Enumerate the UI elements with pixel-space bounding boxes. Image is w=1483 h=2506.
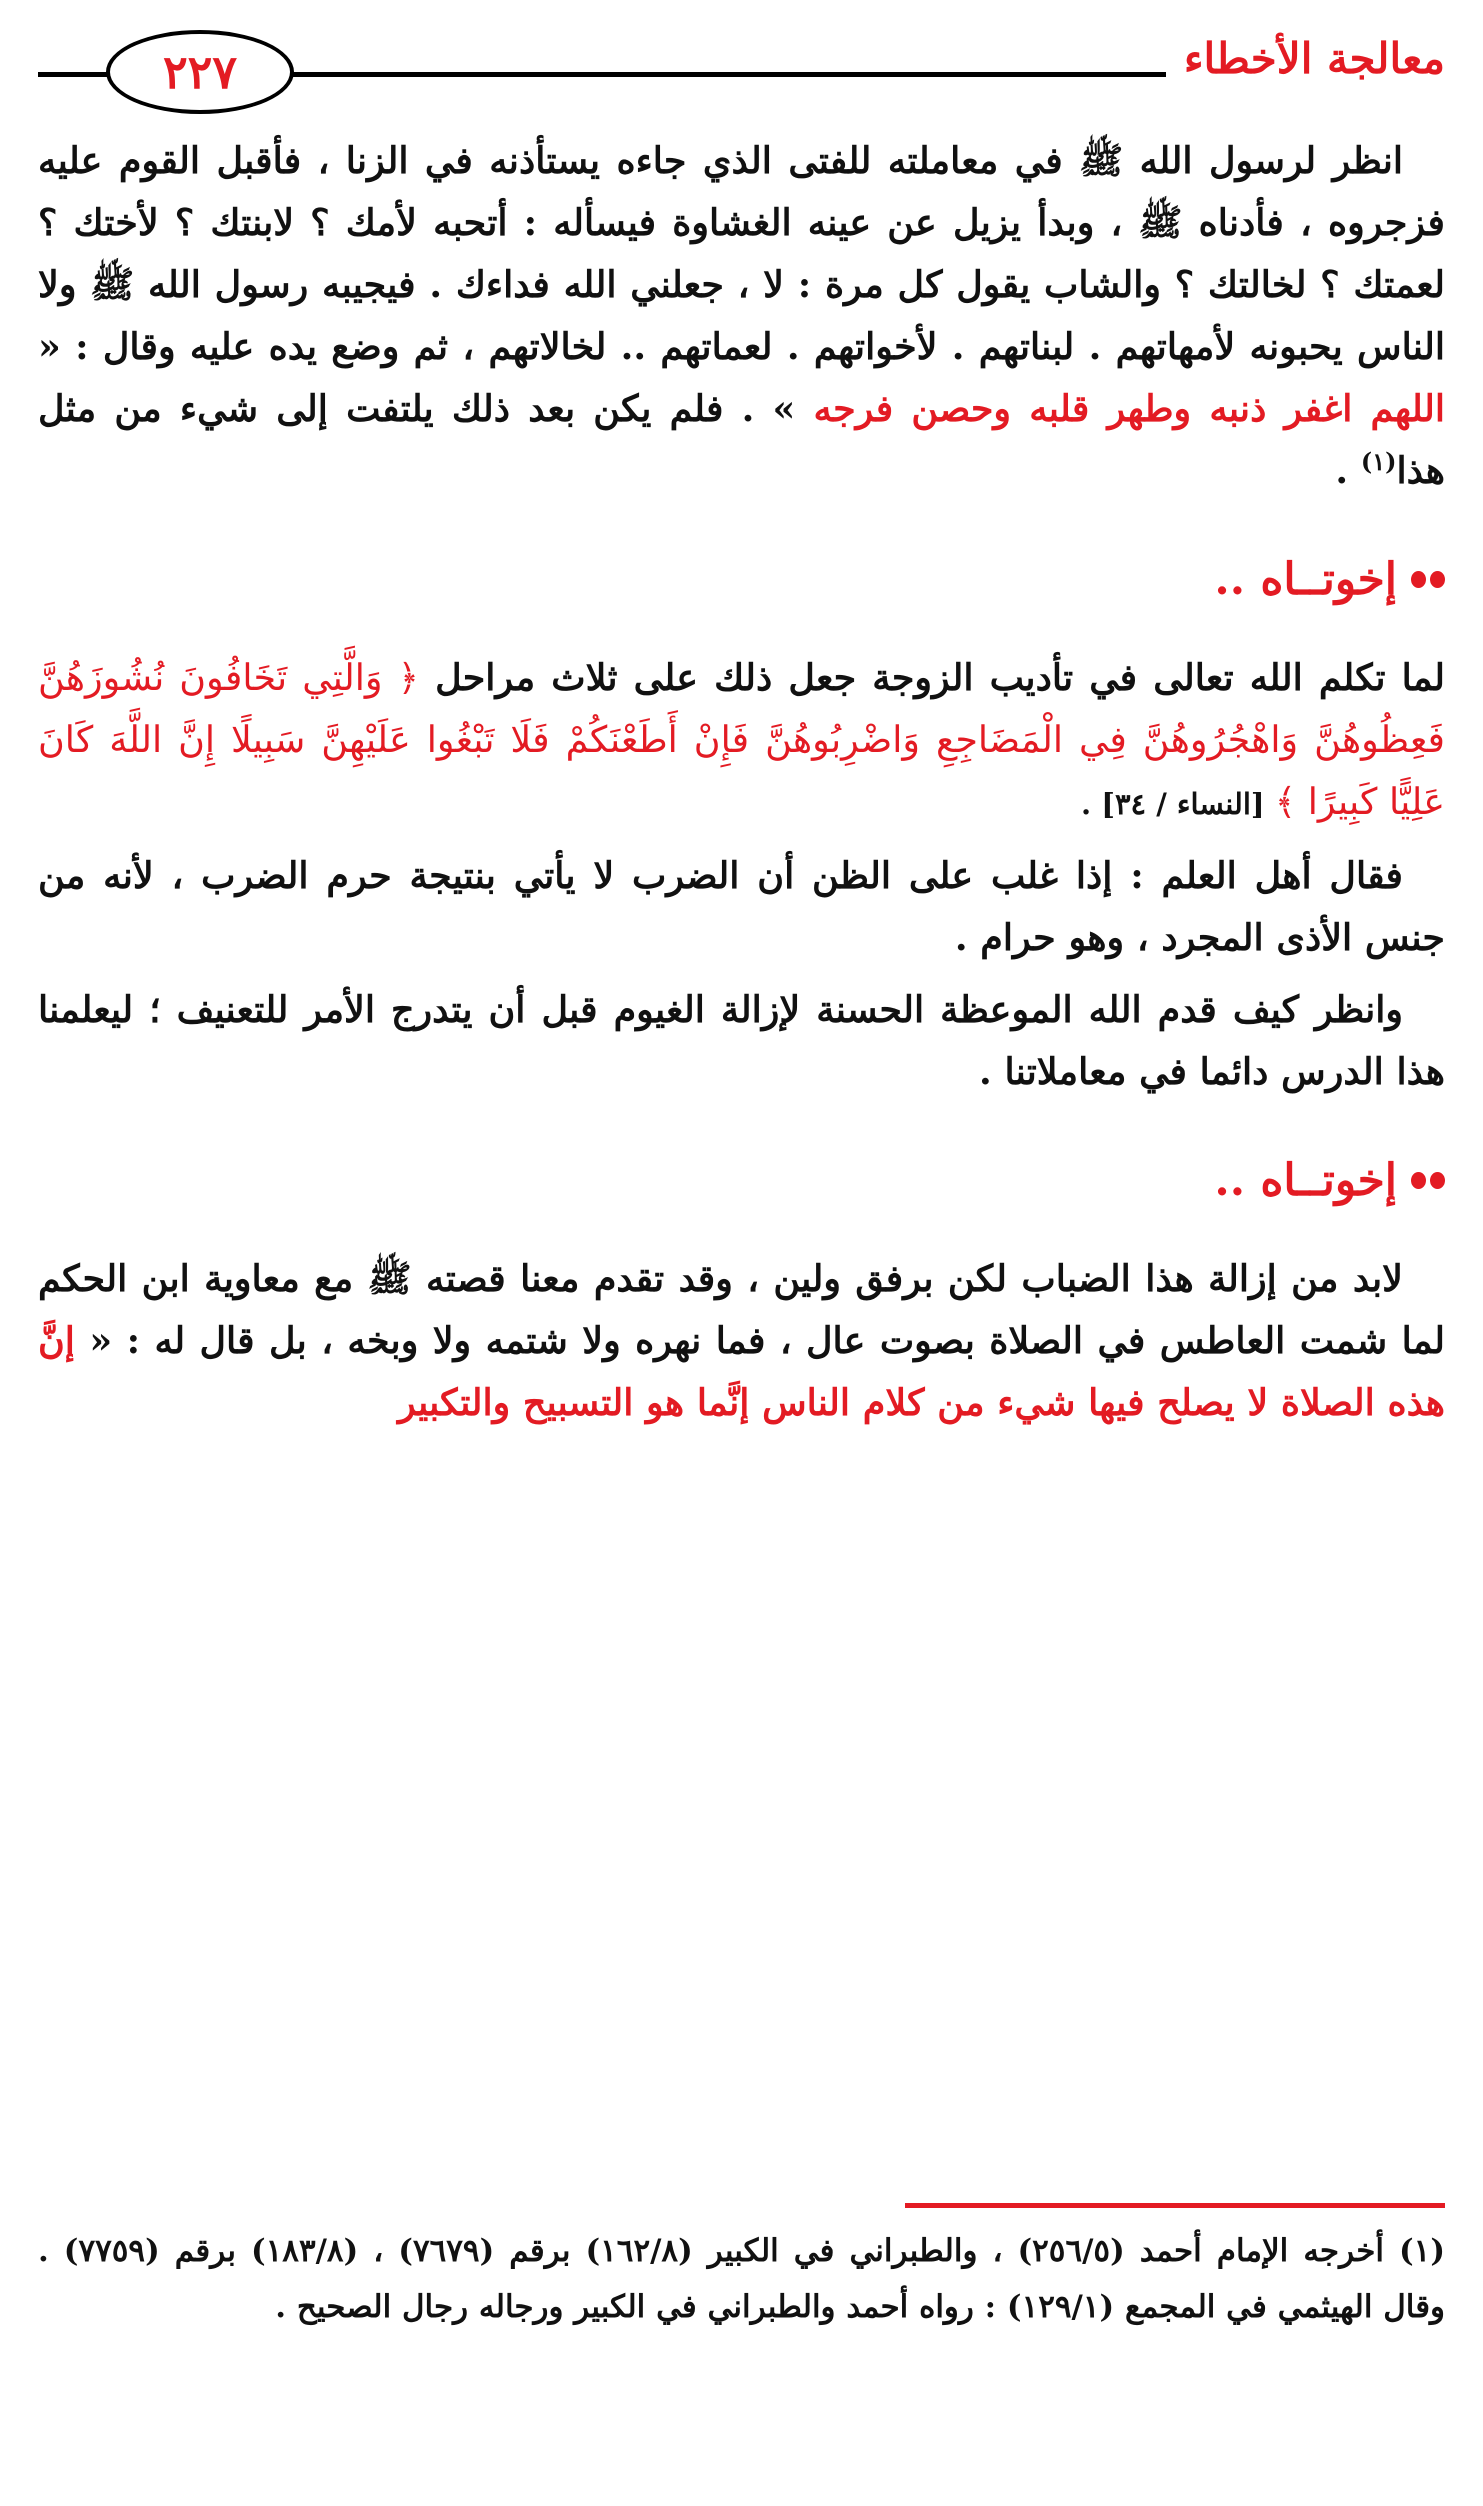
hadith-quote: إنَّ هذه الصلاة لا يصلح فيها شيء من كلام الناس إنَّما هو التسبيح والتكبير: [38, 1319, 1445, 1424]
page: [38, 28, 1445, 2325]
running-title: معالجة الأخطاء: [1166, 34, 1445, 83]
page-header: [38, 28, 1445, 124]
footnote: (١) أخرجه الإمام أحمد (٢٥٦/٥) ، والطبراني في الكبير (١٦٢/٨) برقم (٧٦٧٩) ، (١٨٣/٨) برقم (٧٧٥٩) . وقال الهيثمي في المجمع (١٢٩/١) : رواه أحمد والطبراني في الكبير ورجاله رجال الصحيح .: [38, 2233, 1445, 2325]
hadith-quote: اللهم اغفر ذنبه وطهر قلبه وحصن فرجه: [813, 387, 1445, 430]
quran-verse: ﴿ وَالَّتِي تَخَافُونَ نُشُوزَهُنَّ فَعِظُوهُنَّ وَاهْجُرُوهُنَّ فِي الْمَضَاجِعِ وَاضْرِبُوهُنَّ فَإِنْ أَطَعْنَكُمْ فَلَا تَبْغُوا عَلَيْهِنَّ سَبِيلًا إِنَّ اللَّهَ كَانَ عَلِيًّا كَبِيرًا ﴾: [38, 656, 1445, 823]
paragraph-advice: وانظر كيف قدم الله الموعظة الحسنة لإزالة الغيوم قبل أن يتدرج الأمر للتعنيف ؛ ليعلمنا هذا الدرس دائما في معاملاتنا .: [38, 988, 1445, 1093]
bullet-dots-icon: [1411, 571, 1445, 588]
section-heading: [38, 554, 1445, 605]
paragraph-end: .: [1335, 449, 1361, 492]
section-heading-text: إخوتــاه ..: [1214, 1155, 1397, 1206]
paragraph-hadith: [38, 130, 1445, 502]
footnote-divider: [905, 2203, 1445, 2208]
verse-reference: [النساء / ٣٤] .: [1081, 787, 1275, 821]
paragraph-quran: [38, 647, 1445, 835]
bullet-dots-icon: [1411, 1172, 1445, 1189]
paragraph-gentleness: [38, 1248, 1445, 1434]
paragraph-text: لابد من إزالة هذا الضباب لكن برفق ولين ، وقد تقدم معنا قصته ﷺ مع معاوية ابن الحكم لما شمت العاطس في الصلاة بصوت عال ، فما نهره ولا شتمه ولا وبخه ، بل قال له : «: [38, 1257, 1445, 1362]
paragraph-text-after: » . فلم يكن بعد ذلك يلتفت إلى شيء من مثل هذا: [38, 387, 1445, 492]
page-number: ٢٢٧: [106, 30, 294, 114]
footnote-marker: (١): [1360, 446, 1397, 476]
paragraph-text: لما تكلم الله تعالى في تأديب الزوجة جعل ذلك على ثلاث مراحل: [418, 656, 1445, 699]
section-heading-text: إخوتــاه ..: [1214, 554, 1397, 605]
paragraph-scholars: فقال أهل العلم : إذا غلب على الظن أن الضرب لا يأتي بنتيجة حرم الضرب ، لأنه من جنس الأذى المجرد ، وهو حرام .: [38, 854, 1445, 959]
paragraph-text: انظر لرسول الله ﷺ في معاملته للفتى الذي جاءه يستأذنه في الزنا ، فأقبل القوم عليه فزجروه ، فأدناه ﷺ ، وبدأ يزيل عن عينه الغشاوة فيسأله : أتحبه لأمك ؟ لابنتك ؟ لأختك ؟ لعمتك ؟ لخالتك ؟ والشاب يقول كل مرة : لا ، جعلني الله فداءك . فيجيبه رسول الله ﷺ ولا الناس يحبونه لأمهاتهم . لبناتهم . لأخواتهم . لعماتهم .. لخالاتهم ، ثم وضع يده عليه وقال : «: [38, 139, 1445, 368]
section-heading: [38, 1155, 1445, 1206]
